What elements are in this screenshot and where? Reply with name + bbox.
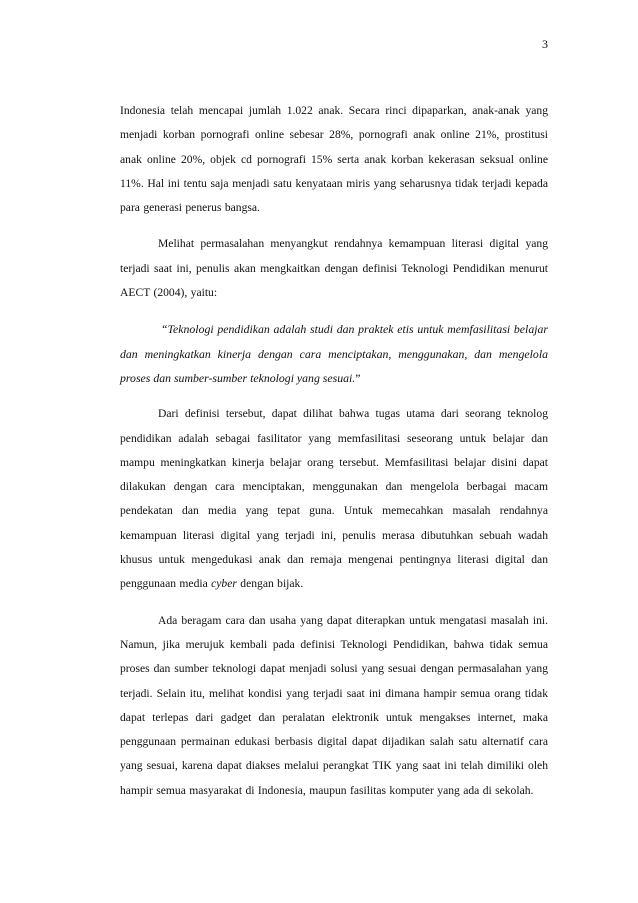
paragraph-facilitator-text: Dari definisi tersebut, dapat dilihat bahwa tugas utama dari seorang teknolog pendidikan adalah sebagai fasilitator yang memfasilitasi seseorang untuk belajar dan mampu meningkatkan kinerja belajar orang tersebut. Memfasilitasi belajar disini dapat dilakukan dengan cara menciptakan, menggunakan dan mengelola berbagai macam pendekatan dan media yang tepat guna. Untuk memecahkan masalah rendahnya kemampuan literasi digital yang terjadi ini, penulis merasa dibutuhkan sebuah wadah khusus untuk mengedukasi anak dan remaja mengenai pentingnya literasi digital dan penggunaan media (120, 407, 548, 591)
italic-term-cyber: cyber (211, 577, 237, 591)
document-body (120, 99, 548, 803)
paragraph-digital-game: Ada beragam cara dan usaha yang dapat diterapkan untuk mengatasi masalah ini. Namun, jika merujuk kembali pada definisi Teknologi Pendidikan, bahwa tidak semua proses dan sumber teknologi dapat menjadi solusi yang sesuai dengan permasalahan yang terjadi. Selain itu, melihat kondisi yang terjadi saat ini dimana hampir semua orang tidak dapat terlepas dari gadget dan peralatan elektronik untuk mengakses internet, maka penggunaan permainan edukasi berbasis digital dapat dijadikan salah satu alternatif cara yang sesuai, karena dapat diakses melalui perangkat TIK yang saat ini telah dimiliki oleh hampir semua masyarakat di Indonesia, maupun fasilitas komputer yang ada di sekolah. (120, 613, 548, 797)
quote-close-mark: ” (355, 370, 361, 385)
paragraph-aect-intro: Melihat permasalahan menyangkut rendahnya kemampuan literasi digital yang terjadi saat ini, penulis akan mengkaitkan dengan definisi Teknologi Pendidikan menurut AECT (2004), yaitu: (120, 237, 548, 300)
page-number: 3 (542, 37, 548, 51)
paragraph-statistics: Indonesia telah mencapai jumlah 1.022 anak. Secara rinci dipaparkan, anak-anak yang menjadi korban pornografi online sebesar 28%, pornografi anak online 21%, prostitusi anak online 20%, objek cd pornografi 15% serta anak korban kekerasan seksual online 11%. Hal ini tentu saja menjadi satu kenyataan miris yang seharusnya tidak terjadi kepada para generasi penerus bangsa. (120, 104, 548, 215)
aect-definition-quote (120, 317, 548, 390)
paragraph-facilitator (120, 402, 548, 596)
paragraph-facilitator-end: dengan bijak. (236, 577, 304, 591)
quote-text: “Teknologi pendidikan adalah studi dan praktek etis untuk memfasilitasi belajar dan meningkatkan kinerja dengan cara menciptakan, menggunakan, dan mengelola proses dan sumber-sumber teknologi yang sesuai. (120, 322, 548, 385)
